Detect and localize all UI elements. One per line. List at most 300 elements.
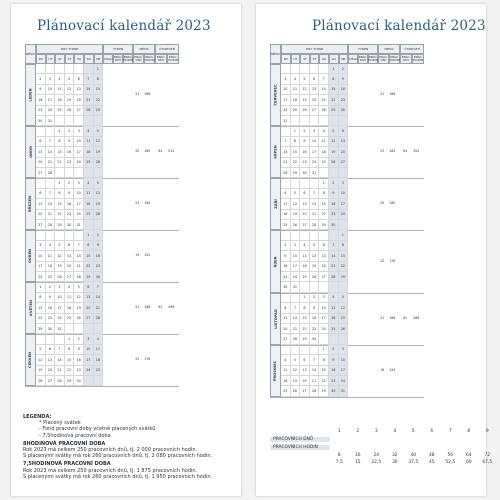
day-cell: 20 — [36, 158, 46, 168]
day-cell: 27 — [46, 376, 56, 386]
day-cell — [300, 64, 310, 74]
day-cell: 25 — [300, 272, 310, 282]
month-label — [25, 178, 36, 230]
day-cell: 20 — [281, 324, 291, 334]
day-cell: 18 — [84, 199, 94, 209]
day-cell: 31 — [281, 116, 291, 126]
header-day: PÁ — [74, 54, 84, 64]
month-name: PROSINEC — [273, 360, 278, 382]
day-cell: 26 — [339, 324, 349, 334]
hours-head-cell: 1 — [337, 429, 341, 434]
day-cell: 27 — [339, 158, 349, 168]
day-cell — [36, 230, 46, 240]
header-col: PRAC. HODIN — [144, 55, 155, 62]
day-cell: 10 — [36, 251, 46, 261]
day-cell — [94, 220, 104, 230]
day-cell: 20 — [319, 262, 329, 272]
day-cell — [74, 230, 84, 240]
day-cell: 18 — [319, 147, 329, 157]
hours-cell: 45 — [428, 460, 435, 465]
hours-cell: 24 — [373, 453, 380, 458]
month-label — [270, 64, 281, 126]
day-cell: 7 — [55, 345, 65, 355]
day-cell: 30 — [329, 386, 339, 396]
day-cell: 21 — [84, 95, 94, 105]
day-cell: 7 — [94, 282, 104, 292]
day-cell — [310, 282, 320, 292]
day-cell — [291, 345, 301, 355]
day-cell: 17 — [339, 199, 349, 209]
day-cell: 19 — [74, 303, 84, 313]
header-day: NE — [339, 54, 349, 64]
day-cell: 16 — [300, 147, 310, 157]
day-cell: 30 — [94, 272, 104, 282]
day-cell: 17 — [339, 366, 349, 376]
day-cell: 20 — [300, 210, 310, 220]
day-cell: 27 — [65, 272, 75, 282]
header-tyden: TÝDEN — [103, 44, 133, 54]
day-cell: 9 — [329, 189, 339, 199]
day-cell: 23 — [65, 210, 75, 220]
day-cell: 27 — [74, 106, 84, 116]
day-cell — [310, 116, 320, 126]
day-cell: 26 — [36, 376, 46, 386]
day-cell — [300, 282, 310, 292]
day-cell: 15 — [319, 199, 329, 209]
day-cell: 27 — [36, 220, 46, 230]
day-cell — [94, 376, 104, 386]
hours-table-row-75h — [270, 460, 497, 465]
day-cell: 30 — [74, 376, 84, 386]
day-cell: 19 — [310, 262, 320, 272]
day-cell: 4 — [281, 355, 291, 365]
quarter-work-hours: 496 — [168, 305, 175, 310]
day-cell — [65, 116, 75, 126]
month-label — [270, 293, 281, 345]
day-cell: 27 — [310, 106, 320, 116]
day-cell — [281, 345, 291, 355]
day-cell: 13 — [319, 251, 329, 261]
day-cell: 29 — [94, 106, 104, 116]
day-cell — [46, 178, 56, 188]
day-cell: 26 — [94, 210, 104, 220]
day-cell: 14 — [46, 199, 56, 209]
day-cell: 9 — [94, 241, 104, 251]
month-label — [270, 230, 281, 292]
day-cell — [65, 168, 75, 178]
hours-cell: 16 — [354, 453, 361, 458]
month-work-hours: 168 — [144, 92, 151, 97]
day-cell: 21 — [281, 158, 291, 168]
day-cell: 7 — [74, 241, 84, 251]
day-cell: 8 — [291, 137, 301, 147]
day-cell: 12 — [310, 251, 320, 261]
day-cell: 14 — [329, 251, 339, 261]
day-cell: 14 — [94, 293, 104, 303]
day-cell — [84, 168, 94, 178]
day-cell: 17 — [36, 262, 46, 272]
day-cell: 24 — [46, 106, 56, 116]
day-cell: 1 — [300, 293, 310, 303]
day-cell: 16 — [65, 199, 75, 209]
day-cell: 21 — [310, 210, 320, 220]
day-cell: 25 — [84, 210, 94, 220]
day-cell: 28 — [319, 106, 329, 116]
day-cell: 5 — [310, 241, 320, 251]
day-cell: 17 — [74, 147, 84, 157]
header-col: PRAC. DNY — [156, 55, 166, 62]
day-cell: 6 — [65, 241, 75, 251]
month-work-days: 23 — [380, 149, 385, 154]
day-cell — [291, 64, 301, 74]
day-cell: 8 — [329, 74, 339, 84]
legend — [23, 414, 212, 480]
day-cell: 22 — [65, 366, 75, 376]
day-cell: 11 — [84, 189, 94, 199]
day-cell: 20 — [339, 147, 349, 157]
day-cell: 23 — [46, 314, 56, 324]
day-cell: 10 — [84, 345, 94, 355]
day-cell — [310, 230, 320, 240]
day-cell: 6 — [46, 345, 56, 355]
day-cell — [55, 168, 65, 178]
day-cell: 5 — [94, 178, 104, 188]
day-cell: 5 — [94, 126, 104, 136]
day-cell: 22 — [339, 262, 349, 272]
day-cell: 15 — [36, 303, 46, 313]
day-cell: 3 — [310, 126, 320, 136]
day-cell: 21 — [329, 262, 339, 272]
row-label-hours: PRACOVNÍCH HODIN — [270, 445, 330, 450]
header-col: ČÍSLO — [103, 54, 113, 64]
day-cell: 12 — [291, 366, 301, 376]
day-cell: 16 — [281, 262, 291, 272]
day-cell: 13 — [36, 199, 46, 209]
day-cell: 14 — [310, 366, 320, 376]
day-cell: 17 — [291, 262, 301, 272]
day-cell: 27 — [281, 334, 291, 344]
day-cell: 2 — [46, 282, 56, 292]
day-cell: 31 — [74, 220, 84, 230]
day-cell: 1 — [94, 64, 104, 74]
day-cell: 14 — [281, 147, 291, 157]
day-cell — [65, 324, 75, 334]
day-cell: 2 — [65, 126, 75, 136]
day-cell: 6 — [281, 303, 291, 313]
day-cell: 22 — [329, 95, 339, 105]
day-cell: 26 — [74, 314, 84, 324]
day-cell: 16 — [46, 303, 56, 313]
header-day: ÚT — [291, 54, 301, 64]
day-cell: 23 — [36, 106, 46, 116]
day-cell: 18 — [291, 95, 301, 105]
day-cell: 13 — [300, 199, 310, 209]
day-cell: 12 — [300, 85, 310, 95]
month-work-hours: 168 — [389, 92, 396, 97]
day-cell: 29 — [291, 168, 301, 178]
day-cell: 10 — [339, 189, 349, 199]
quarter-work-hours: 512 — [168, 149, 175, 154]
day-cell: 8 — [36, 293, 46, 303]
day-cell: 24 — [74, 158, 84, 168]
day-cell: 18 — [94, 355, 104, 365]
day-cell — [291, 230, 301, 240]
day-cell: 18 — [84, 147, 94, 157]
day-cell: 5 — [291, 189, 301, 199]
day-cell: 19 — [65, 95, 75, 105]
day-cell: 16 — [74, 355, 84, 365]
hours-cell: 37,5 — [408, 460, 419, 465]
hours-cell: 64 — [465, 453, 472, 458]
day-cell: 7 — [46, 189, 56, 199]
day-cell — [291, 116, 301, 126]
day-cell — [329, 116, 339, 126]
day-cell: 5 — [339, 293, 349, 303]
month-work-days: 21 — [135, 305, 140, 310]
month-name: BŘEZEN — [28, 196, 33, 213]
day-cell: 21 — [46, 158, 56, 168]
day-cell: 14 — [74, 251, 84, 261]
day-cell: 29 — [55, 220, 65, 230]
hours-cell: 15 — [354, 460, 361, 465]
day-cell: 2 — [329, 345, 339, 355]
day-cell: 1 — [65, 334, 75, 344]
day-cell: 17 — [74, 199, 84, 209]
month-work-days: 23 — [135, 201, 140, 206]
day-cell: 17 — [55, 303, 65, 313]
day-cell: 24 — [319, 324, 329, 334]
header-day: ČT — [65, 54, 75, 64]
day-cell — [291, 178, 301, 188]
day-cell: 18 — [281, 210, 291, 220]
day-cell: 2 — [310, 293, 320, 303]
day-cell: 24 — [55, 314, 65, 324]
day-cell: 24 — [84, 366, 94, 376]
day-cell: 29 — [36, 324, 46, 334]
header-col: PRAC. HODIN — [123, 55, 134, 62]
day-cell: 17 — [310, 147, 320, 157]
day-cell: 15 — [94, 85, 104, 95]
day-cell: 5 — [74, 282, 84, 292]
day-cell: 5 — [36, 345, 46, 355]
month-work-days: 20 — [135, 149, 140, 154]
day-cell: 28 — [281, 168, 291, 178]
day-cell: 23 — [281, 272, 291, 282]
header-mesic: MĚSÍC — [25, 44, 36, 64]
day-cell: 16 — [329, 199, 339, 209]
day-cell — [329, 282, 339, 292]
day-cell: 20 — [84, 303, 94, 313]
day-cell — [329, 230, 339, 240]
day-cell — [281, 230, 291, 240]
day-cell: 13 — [46, 355, 56, 365]
day-cell: 4 — [65, 282, 75, 292]
legend-heading-8h: 8HODINOVÁ PRACOVNÍ DOBA — [23, 440, 106, 447]
day-cell — [281, 126, 291, 136]
day-cell: 25 — [65, 314, 75, 324]
hours-cell: 8 — [337, 453, 341, 458]
day-cell: 15 — [84, 251, 94, 261]
day-cell: 4 — [319, 126, 329, 136]
day-cell: 9 — [46, 293, 56, 303]
day-cell: 20 — [310, 95, 320, 105]
month-work-hours: 184 — [389, 149, 396, 154]
header-col: PRAC. HODIN — [168, 55, 179, 62]
left-page — [11, 4, 241, 496]
month-work-hours: 168 — [389, 315, 396, 320]
day-cell: 10 — [74, 137, 84, 147]
day-cell: 19 — [94, 147, 104, 157]
header-dny-tydne: DNY TÝDNE — [281, 44, 348, 54]
day-cell: 12 — [291, 199, 301, 209]
day-cell — [319, 168, 329, 178]
day-cell — [339, 116, 349, 126]
day-cell: 2 — [300, 126, 310, 136]
day-cell: 15 — [291, 147, 301, 157]
day-cell: 31 — [339, 386, 349, 396]
day-cell: 6 — [36, 137, 46, 147]
day-cell: 30 — [300, 168, 310, 178]
row-label-days: PRACOVNÍCH DNŮ — [270, 437, 330, 442]
day-cell: 8 — [55, 137, 65, 147]
day-cell: 1 — [319, 345, 329, 355]
day-cell — [300, 178, 310, 188]
day-cell — [310, 64, 320, 74]
day-cell: 4 — [94, 334, 104, 344]
day-cell: 5 — [65, 74, 75, 84]
day-cell: 13 — [300, 366, 310, 376]
day-cell: 11 — [300, 251, 310, 261]
day-cell: 12 — [94, 137, 104, 147]
day-cell: 2 — [65, 178, 75, 188]
day-cell: 19 — [94, 199, 104, 209]
month-work-days: 22 — [380, 258, 385, 263]
day-cell — [55, 116, 65, 126]
day-cell: 7 — [310, 189, 320, 199]
day-cell: 15 — [55, 147, 65, 157]
day-cell: 18 — [55, 95, 65, 105]
day-cell — [319, 64, 329, 74]
header-col: PRAC. HODIN — [413, 55, 424, 62]
header-day: ST — [55, 54, 65, 64]
day-cell — [36, 334, 46, 344]
day-cell: 13 — [339, 137, 349, 147]
day-cell: 28 — [74, 272, 84, 282]
day-cell: 24 — [281, 106, 291, 116]
header-day: SO — [84, 54, 94, 64]
month-divider — [270, 397, 424, 398]
day-cell: 4 — [84, 126, 94, 136]
month-work-days: 22 — [135, 357, 140, 362]
hours-cell: 30 — [391, 460, 398, 465]
day-cell: 6 — [74, 74, 84, 84]
day-cell: 4 — [300, 241, 310, 251]
day-cell: 22 — [94, 95, 104, 105]
day-cell: 12 — [94, 189, 104, 199]
day-cell: 5 — [55, 241, 65, 251]
legend-item: - Fond pracovní doby včetně placených svátků — [39, 426, 156, 433]
day-cell: 25 — [46, 272, 56, 282]
legend-text: S placenými svátky má rok 260 pracovních dnů, tj. 1 950 pracovních hodin. — [23, 473, 213, 480]
day-cell: 28 — [46, 220, 56, 230]
day-cell: 29 — [329, 106, 339, 116]
day-cell: 26 — [94, 158, 104, 168]
hours-cell: 48 — [428, 453, 435, 458]
day-cell: 20 — [46, 366, 56, 376]
day-cell: 1 — [55, 178, 65, 188]
day-cell: 15 — [319, 366, 329, 376]
day-cell: 13 — [84, 293, 94, 303]
day-cell: 30 — [281, 282, 291, 292]
day-cell: 4 — [55, 74, 65, 84]
day-cell: 7 — [329, 241, 339, 251]
day-cell: 20 — [74, 95, 84, 105]
day-cell: 26 — [291, 220, 301, 230]
day-cell: 9 — [74, 345, 84, 355]
hours-cell: 32 — [391, 453, 398, 458]
month-label — [25, 230, 36, 282]
day-cell: 2 — [339, 64, 349, 74]
quarter-work-days: 62 — [158, 305, 163, 310]
month-label — [25, 64, 36, 126]
day-cell: 29 — [319, 386, 329, 396]
day-cell: 7 — [46, 137, 56, 147]
day-cell: 24 — [36, 272, 46, 282]
day-cell: 8 — [319, 189, 329, 199]
header-mesic: MĚSÍC — [270, 44, 281, 64]
day-cell: 21 — [310, 376, 320, 386]
day-cell: 11 — [65, 293, 75, 303]
hours-cell: 52,5 — [445, 460, 456, 465]
legend-title: LEGENDA: — [23, 414, 52, 420]
day-cell: 30 — [36, 116, 46, 126]
day-cell: 21 — [291, 324, 301, 334]
month-label — [270, 126, 281, 178]
day-cell — [84, 116, 94, 126]
day-cell: 25 — [84, 158, 94, 168]
day-cell: 3 — [74, 178, 84, 188]
header-col: ČÍSLO — [348, 54, 358, 64]
day-cell: 14 — [84, 85, 94, 95]
day-cell: 9 — [65, 137, 75, 147]
day-cell — [319, 334, 329, 344]
month-name: LISTOPAD — [273, 308, 278, 329]
day-cell: 12 — [339, 303, 349, 313]
month-work-hours: 168 — [144, 305, 151, 310]
day-cell: 11 — [84, 137, 94, 147]
header-col: PRAC. DNY — [113, 55, 123, 62]
month-work-hours: 176 — [144, 357, 151, 362]
day-cell: 13 — [65, 251, 75, 261]
header-dny-tydne: DNY TÝDNE — [36, 44, 103, 54]
month-work-hours: 144 — [389, 367, 396, 372]
day-cell: 8 — [55, 189, 65, 199]
day-cell: 19 — [300, 95, 310, 105]
day-cell: 2 — [36, 74, 46, 84]
day-cell: 18 — [329, 314, 339, 324]
day-cell: 24 — [310, 158, 320, 168]
day-cell — [46, 64, 56, 74]
quarter-work-hours: 504 — [413, 149, 420, 154]
day-cell: 31 — [310, 168, 320, 178]
day-cell: 1 — [291, 126, 301, 136]
day-cell: 23 — [329, 210, 339, 220]
day-cell: 21 — [94, 303, 104, 313]
hours-head-cell: 9 — [485, 429, 489, 434]
day-cell: 6 — [84, 282, 94, 292]
day-cell — [46, 334, 56, 344]
header-col: PRAC. DNY — [358, 55, 368, 62]
